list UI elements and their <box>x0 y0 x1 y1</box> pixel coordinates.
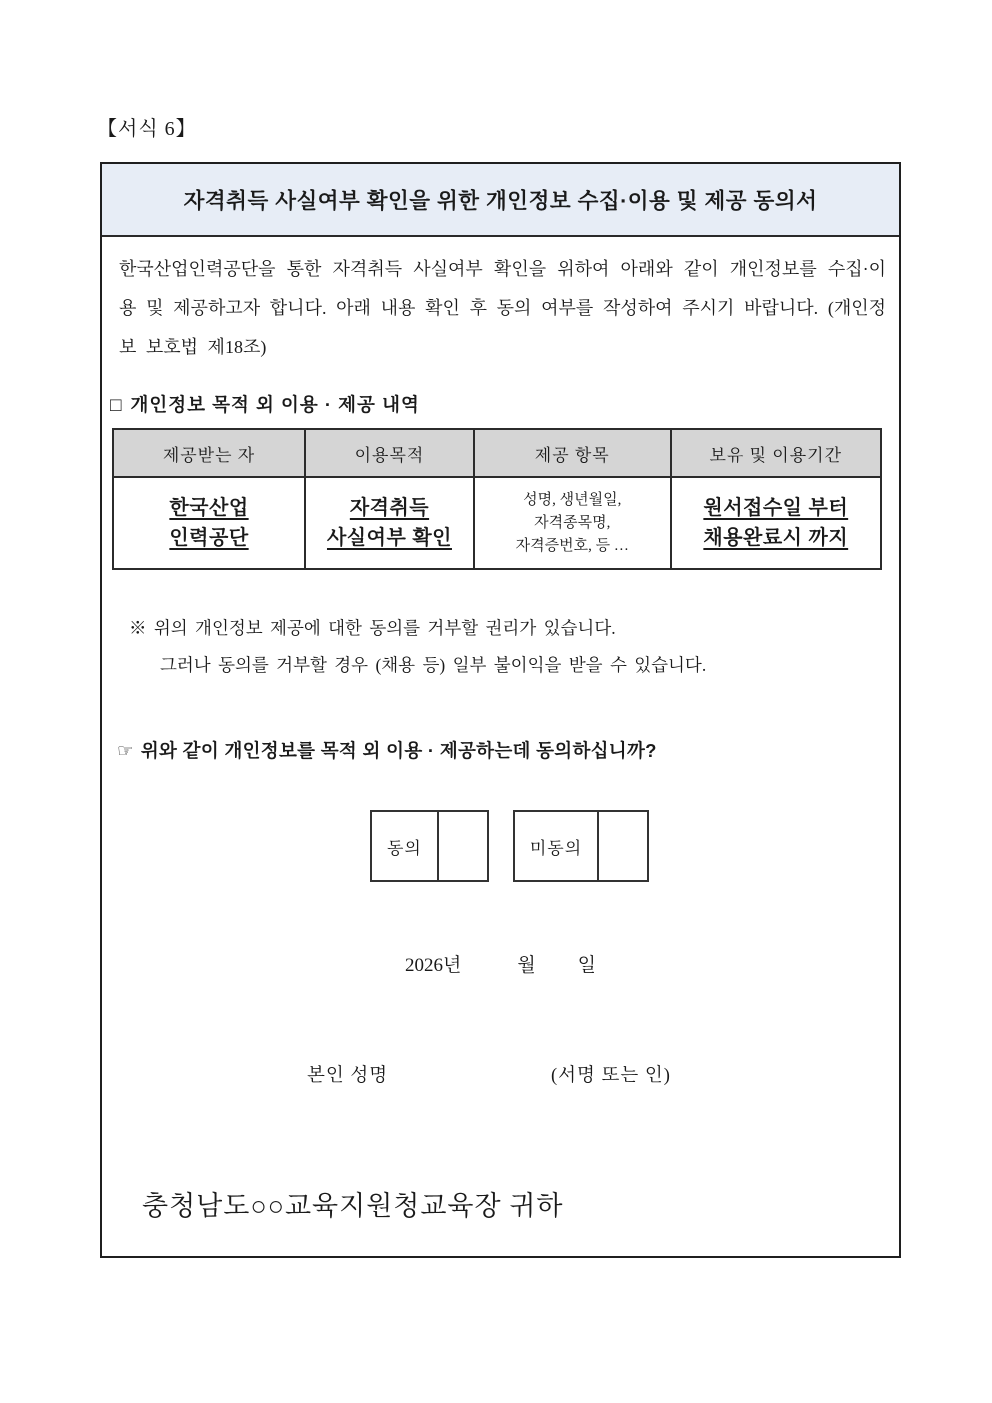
recipient-line-2: 인력공단 <box>169 527 249 549</box>
table-header-row <box>113 429 881 477</box>
purpose-line-1: 자격취득 <box>349 497 430 519</box>
cell-recipient <box>113 477 305 569</box>
notice-line-2: 그러나 동의를 거부할 경우 (채용 등) 일부 불이익을 받을 수 있습니다. <box>160 655 707 675</box>
items-line-2: 자격종목명, <box>534 514 611 531</box>
period-line-2: 채용완료시 까지 <box>703 527 849 549</box>
col-header-items: 제공 항목 <box>474 429 671 477</box>
date-month: 월 <box>517 955 536 976</box>
disagree-check-cell[interactable] <box>599 812 647 880</box>
recipient-line-1: 한국산업 <box>169 497 249 519</box>
disagree-label: 미동의 <box>515 812 599 880</box>
purpose-line-2: 사실여부 확인 <box>326 527 452 549</box>
form-title: 자격취득 사실여부 확인을 위한 개인정보 수집·이용 및 제공 동의서 <box>183 189 818 213</box>
cell-items <box>474 477 671 569</box>
col-header-period: 보유 및 이용기간 <box>671 429 881 477</box>
period-line-1: 원서접수일 부터 <box>703 497 849 519</box>
date-year: 2026년 <box>404 955 462 976</box>
date-day: 일 <box>577 955 597 976</box>
col-header-purpose: 이용목적 <box>305 429 474 477</box>
table-row <box>113 477 881 569</box>
form-title-bar <box>102 164 899 237</box>
agree-label: 동의 <box>372 812 439 880</box>
intro-paragraph: 한국산업인력공단을 통한 자격취득 사실여부 확인을 위하여 아래와 같이 개인정보를 수집·이용 및 제공하고자 합니다. 아래 내용 확인 후 동의 여부를 작성하여 주시기 바랍니다. (개인정보 보호법 제18조) <box>119 259 886 357</box>
signature-line <box>102 1061 899 1091</box>
checkbox-icon: □ <box>110 395 123 416</box>
signature-or-seal-label: (서명 또는 인) <box>551 1066 671 1086</box>
consent-question <box>117 737 657 763</box>
date-line <box>102 950 899 977</box>
consent-question-text: 위와 같이 개인정보를 목적 외 이용 · 제공하는데 동의하십니까? <box>140 740 657 761</box>
cell-purpose <box>305 477 474 569</box>
items-line-1: 성명, 생년월일, <box>523 491 622 508</box>
addressee-line: 충청남도○○교육지원청교육장 귀하 <box>142 1191 564 1221</box>
agree-option <box>370 810 489 882</box>
agree-check-cell[interactable] <box>439 812 487 880</box>
reference-mark-icon: ※ <box>129 618 147 638</box>
notice-line-1 <box>129 610 706 647</box>
col-header-recipient: 제공받는 자 <box>113 429 305 477</box>
section-heading-text: 개인정보 목적 외 이용 · 제공 내역 <box>130 394 420 415</box>
pointing-hand-icon: ☞ <box>117 740 134 761</box>
consent-options <box>370 810 649 882</box>
consent-form-box <box>100 162 901 1258</box>
personal-info-table <box>112 428 882 570</box>
cell-period <box>671 477 881 569</box>
notice-line-1-text: 위의 개인정보 제공에 대한 동의를 거부할 권리가 있습니다. <box>153 618 616 638</box>
section-heading <box>110 391 420 417</box>
signer-name-label: 본인 성명 <box>307 1066 389 1086</box>
items-line-3: 자격증번호, 등 … <box>515 537 629 554</box>
disagree-option <box>513 810 649 882</box>
form-number-label: 【서식 6】 <box>97 118 197 140</box>
refusal-notice <box>129 610 706 684</box>
